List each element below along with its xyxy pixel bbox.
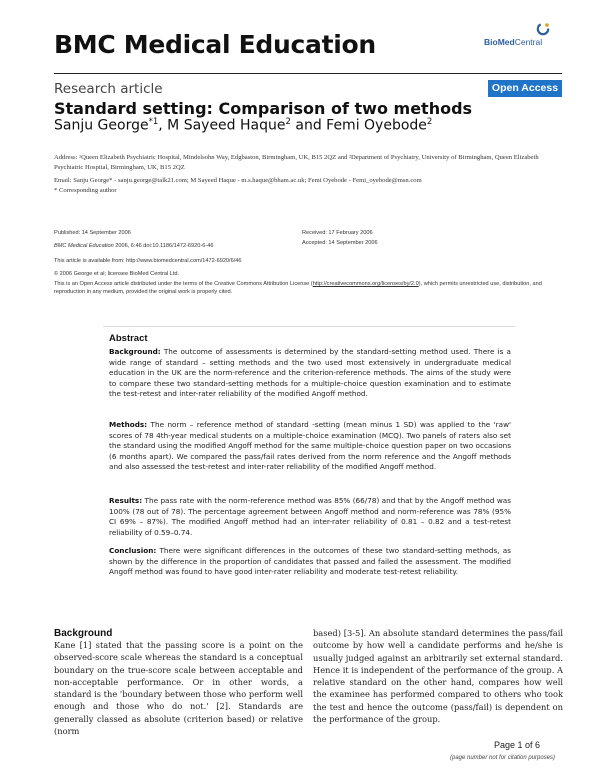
- corresponding-author-note: * Corresponding author: [54, 187, 117, 194]
- body-column-left: Kane [1] stated that the passing score is a point on the observed-score scale whereas the standard is a conceptual boundary on the true-score scale between acceptable and non-acceptable performance. Or in other words, a standard is the 'boundary between those who perform well enough and those who do not.' [2]. Standards are generally classed as absolute (criterion based) or relative (norm: [54, 640, 303, 737]
- biomed-logo-icon: [536, 22, 550, 36]
- publisher-med: Med: [497, 37, 515, 47]
- received-date: Received: 17 February 2006: [302, 230, 373, 236]
- journal-title: BMC Medical Education: [54, 30, 376, 59]
- abstract-section-label: Conclusion:: [109, 546, 157, 555]
- abstract-section-text: There were significant differences in the outcomes of these two standard-setting methods, as shown by the difference in the proportion of candidates that passed and failed the assessment. The modified Angoff method was found to have good inter-rater reliability and moderate test-retest reliability.: [109, 546, 511, 576]
- body-column-right: based) [3-5]. An absolute standard determines the pass/fail outcome by how well a candidate performs and he/she is usually judged against an arbitrarily set external standard. Hence it is independent of the performance of the group. A relative standard on the other hand, compares how well the examinee has performed compared to others who took the test and hence the outcome (pass/fail) is dependent on the performance of the group.: [313, 628, 563, 725]
- publisher-central: Central: [514, 37, 543, 47]
- author-affiliation-marker: 2: [285, 117, 291, 127]
- abstract-section-text: The pass rate with the norm-reference method was 85% (66/78) and that by the Angoff method was 100% (78 out of 78). The percentage agreement between Angoff method and norm-reference was 78% (95% CI 69% – 87%). The modified Angoff method had an inter-rater reliability of 0.81 – 0.82 and a test-retest reliability of 0.59–0.74.: [109, 496, 511, 537]
- article-title: Standard setting: Comparison of two methods: [54, 99, 473, 118]
- publisher-logo[interactable]: [484, 37, 542, 47]
- page-number: Page 1 of 6: [494, 740, 541, 750]
- author-affiliation-marker: 2: [426, 117, 433, 127]
- article-url[interactable]: This article is available from: http://www.biomedcentral.com/1472-6920/6/46: [54, 258, 242, 264]
- header-rule: [54, 73, 562, 74]
- author-name: and Femi Oyebode: [290, 117, 427, 134]
- citation: [54, 242, 213, 250]
- citation-details: 2006, 6:46 doi:10.1186/1472-6920-6-46: [113, 243, 214, 249]
- copyright-notice: © 2006 George et al; licensee BioMed Central Ltd.: [54, 271, 180, 277]
- abstract-heading: Abstract: [109, 333, 148, 344]
- author-name: Sanju George: [54, 117, 149, 134]
- abstract-conclusion: [109, 546, 511, 578]
- abstract-section-label: Results:: [109, 496, 143, 505]
- publisher-bio: Bio: [484, 37, 498, 47]
- published-date: Published: 14 September 2006: [54, 230, 131, 236]
- abstract-section-text: The outcome of assessments is determined by the standard-setting method used. There is a wide range of standard – setting methods and the two used most extensively in undergraduate medical education in the UK are the norm-reference and the criterion-reference methods. The aims of the study were to compare these two standard-setting methods for a multiple-choice question examination and to estimate the test-retest and inter-rater reliability of the modified Angoff method.: [109, 347, 511, 398]
- author-address: Address: ¹Queen Elizabeth Psychiatric Hospital, Mindelsohn Way, Edgbaston, Birmingham, UK, B15 2QZ and ²Department of Psychiatry, University of Birmingham, Queen Elizabeth Psychiatric Hospital, Birmingham, UK, B15 2QZ: [54, 154, 539, 171]
- open-access-badge: Open Access: [488, 80, 562, 97]
- license-notice: [54, 280, 566, 296]
- author-affiliation-marker: *1: [148, 117, 159, 127]
- license-text: This is an Open Access article distributed under the terms of the Creative Commons Attribution License (: [54, 281, 313, 287]
- abstract-methods: [109, 420, 511, 473]
- author-name: , M Sayeed Haque: [158, 117, 286, 134]
- abstract-section-label: Background:: [109, 347, 161, 356]
- license-link[interactable]: http://creativecommons.org/licenses/by/2.0: [312, 281, 419, 287]
- section-heading-background: Background: [54, 628, 113, 639]
- abstract-section-label: Methods:: [109, 420, 148, 429]
- page-number-note: (page number not for citation purposes): [450, 755, 556, 761]
- accepted-date: Accepted: 14 September 2006: [302, 240, 378, 246]
- abstract-section-text: The norm – reference method of standard -setting (mean minus 1 SD) was applied to the 'raw' scores of 78 4th-year medical students on a multiple-choice examination (MCQ). Two panels of raters also set the standard using the modified Angoff method for the same multiple-choice question paper on two occasions (6 months apart). We compared the pass/fail rates derived from the norm reference and the Angoff methods and also assessed the test-retest and inter-rater reliability of the modified Angoff method.: [109, 420, 511, 471]
- abstract-background: [109, 347, 511, 400]
- license-text-end: ), which permits unrestricted use, distribution, and reproduction in any medium, provided the original work is properly cited.: [54, 281, 542, 296]
- author-emails: Email: Sanju George* - sanju.george@talk21.com; M Sayeed Haque - m.s.haque@bham.ac.uk; Femi Oyebode - Femi_oyebode@msn.com: [54, 177, 422, 184]
- citation-journal: BMC Medical Education: [54, 243, 114, 249]
- article-type: Research article: [54, 81, 163, 97]
- abstract-results: [109, 496, 511, 538]
- author-list: [54, 117, 432, 134]
